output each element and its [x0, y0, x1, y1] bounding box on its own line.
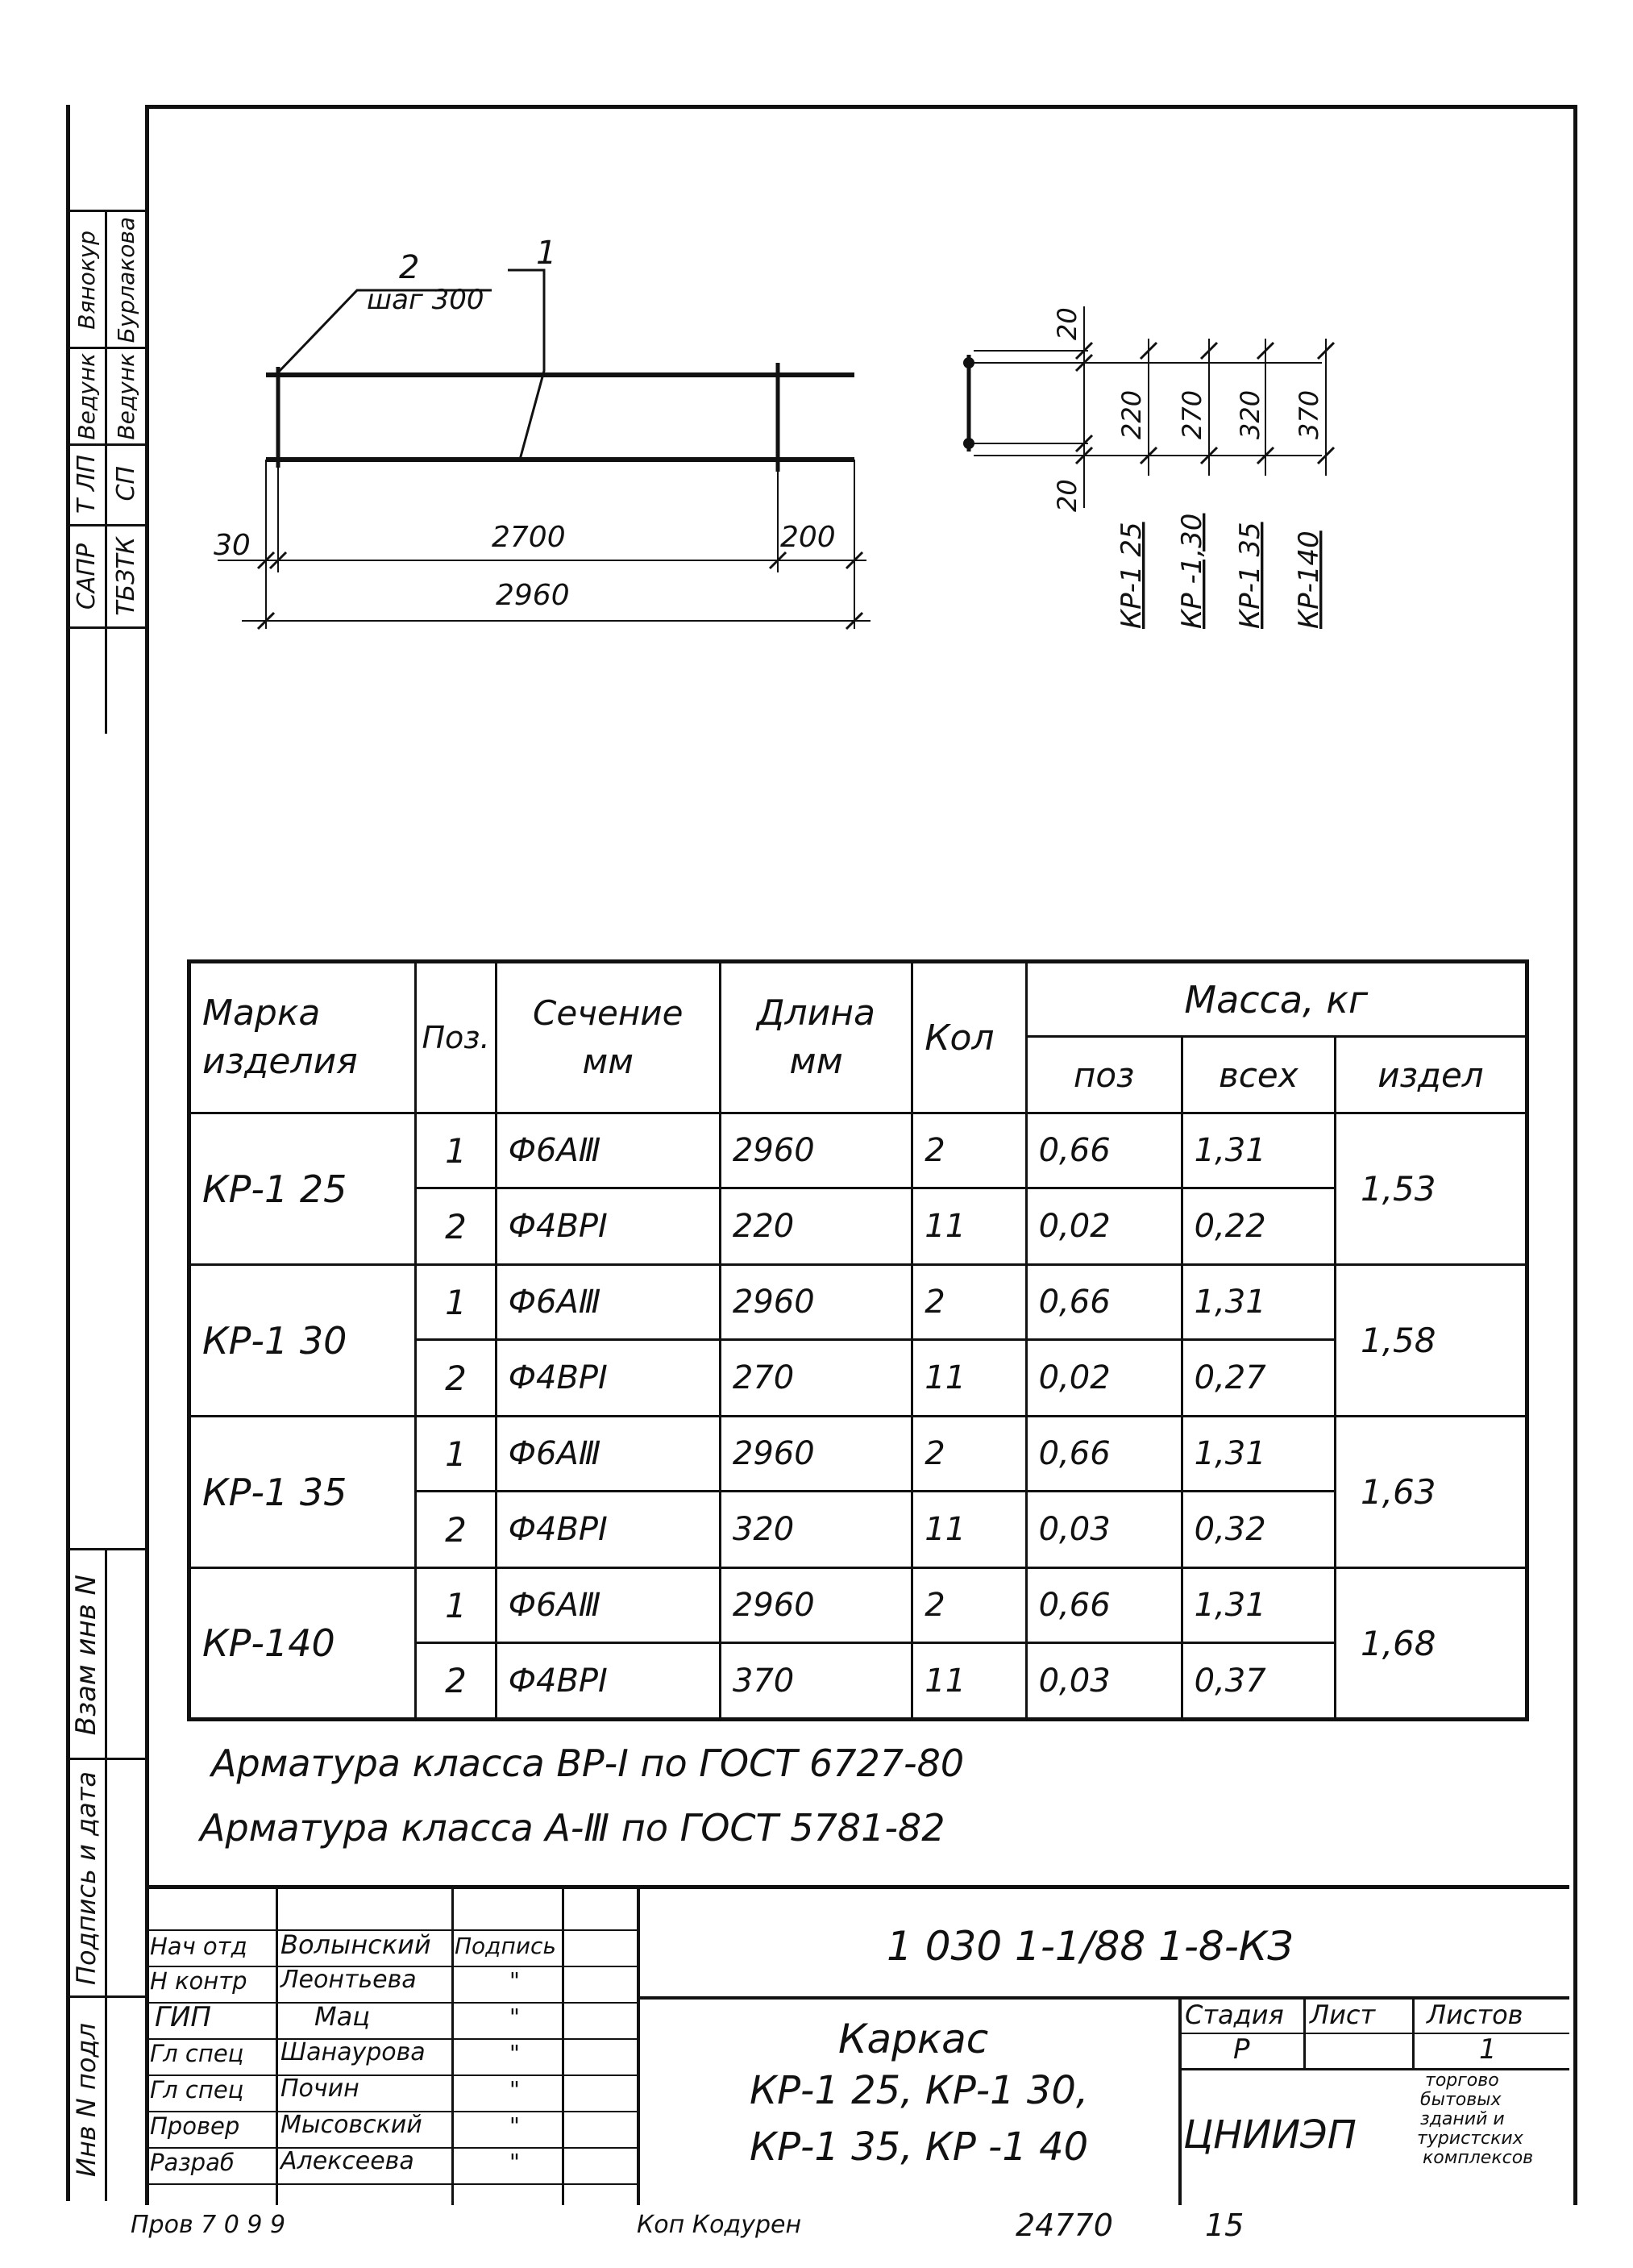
length-cell: 270	[720, 1340, 912, 1417]
signatory-sign: "	[509, 2040, 520, 2066]
mass-all-cell: 1,31	[1182, 1265, 1335, 1340]
side-stamp-vedunk-2: Ведунк	[112, 352, 139, 440]
org-name: ЦНИИЭП	[1183, 2112, 1357, 2158]
section-cell: Ф6АⅢ	[496, 1417, 720, 1492]
org-sub-line: торгово	[1425, 2070, 1499, 2091]
pos-cell: 1	[416, 1568, 496, 1643]
header-qty: Кол	[912, 962, 1026, 1113]
signatory-sign: "	[509, 2004, 520, 2030]
section-height-270: 270	[1177, 389, 1207, 439]
org-sub-line: комплексов	[1423, 2148, 1534, 2168]
length-cell: 2960	[720, 1113, 912, 1188]
specification-table	[187, 959, 1529, 1721]
note-a3: Арматура класса А-Ⅲ по ГОСТ 5781-82	[200, 1806, 945, 1850]
mark-cell: КР-1 35	[189, 1417, 416, 1568]
sheets-header: Листов	[1427, 2000, 1523, 2030]
note-bp1: Арматура класса ВР-I по ГОСТ 6727-80	[211, 1742, 965, 1785]
header-length: Длина мм	[720, 962, 912, 1113]
item-mass-cell: 1,68	[1335, 1568, 1527, 1720]
title-line-2: КР-1 25, КР-1 30,	[750, 2068, 1089, 2113]
length-cell: 2960	[720, 1265, 912, 1340]
sheet-header: Лист	[1310, 2000, 1376, 2030]
pos-cell: 1	[416, 1417, 496, 1492]
section-mark-kr135: КР-1 35	[1234, 522, 1266, 629]
header-mass-item: издел	[1335, 1037, 1527, 1113]
qty-cell: 2	[912, 1113, 1026, 1188]
side-stamp-vedunk-1: Ведунк	[73, 352, 100, 440]
item-mass-cell: 1,63	[1335, 1417, 1527, 1568]
mass-pos-cell: 0,66	[1026, 1265, 1182, 1340]
section-bar-bottom	[963, 438, 974, 449]
mass-all-cell: 0,32	[1182, 1492, 1335, 1568]
section-height-220: 220	[1116, 389, 1147, 439]
table-row	[189, 1113, 1527, 1188]
side-stamp-podpis-data: Подпись и дата	[71, 1771, 102, 1986]
mass-all-cell: 1,31	[1182, 1568, 1335, 1643]
section-mark-kr125: КР-1 25	[1116, 522, 1148, 629]
org-sub-line: зданий и	[1420, 2109, 1505, 2129]
title-line-3: КР-1 35, КР -1 40	[750, 2124, 1089, 2170]
footer-page: 15	[1205, 2208, 1244, 2243]
dim-200: 200	[780, 521, 836, 554]
mass-pos-cell: 0,02	[1026, 1340, 1182, 1417]
side-stamp-tbztk: ТБЗТК	[111, 537, 140, 616]
signatory-name: Леонтьева	[280, 1966, 417, 1994]
mass-all-cell: 0,22	[1182, 1188, 1335, 1265]
pos-cell: 2	[416, 1340, 496, 1417]
signatory-name: Почин	[280, 2074, 359, 2103]
section-height-370: 370	[1294, 389, 1324, 439]
mass-pos-cell: 0,03	[1026, 1492, 1182, 1568]
mass-pos-cell: 0,66	[1026, 1568, 1182, 1643]
mark-cell: КР-140	[189, 1568, 416, 1720]
signatory-role: Нач отд	[150, 1933, 247, 1960]
mass-all-cell: 1,31	[1182, 1113, 1335, 1188]
mark-cell: КР-1 25	[189, 1113, 416, 1265]
length-cell: 370	[720, 1643, 912, 1720]
qty-cell: 2	[912, 1568, 1026, 1643]
mass-pos-cell: 0,66	[1026, 1417, 1182, 1492]
mass-pos-cell: 0,66	[1026, 1113, 1182, 1188]
section-cell: Ф4ВРI	[496, 1188, 720, 1265]
signatory-sign: "	[509, 2112, 520, 2139]
pos-cell: 2	[416, 1492, 496, 1568]
mass-all-cell: 0,27	[1182, 1340, 1335, 1417]
pos-cell: 2	[416, 1188, 496, 1265]
signatory-sign: Подпись	[455, 1933, 556, 1959]
dim-30: 30	[214, 529, 251, 562]
length-cell: 220	[720, 1188, 912, 1265]
qty-cell: 11	[912, 1340, 1026, 1417]
sheets-value: 1	[1479, 2033, 1497, 2066]
signatory-role: ГИП	[155, 2001, 211, 2033]
doc-code: 1 030 1-1/88 1-8-КЗ	[887, 1923, 1294, 1970]
section-cell: Ф4ВРI	[496, 1340, 720, 1417]
header-mass-pos: поз	[1026, 1037, 1182, 1113]
table-row	[189, 1568, 1527, 1643]
side-stamp-vinokur: Вянокур	[73, 230, 100, 330]
signatory-sign: "	[509, 2076, 520, 2103]
header-mass-all: всех	[1182, 1037, 1335, 1113]
mass-pos-cell: 0,03	[1026, 1643, 1182, 1720]
section-cell: Ф4ВРI	[496, 1492, 720, 1568]
signatory-name: Алексеева	[280, 2147, 414, 2175]
leader-pos1	[508, 270, 544, 460]
org-sub-line: бытовых	[1420, 2090, 1502, 2110]
pos-cell: 1	[416, 1113, 496, 1188]
footer-left: Пров 7 0 9 9	[131, 2211, 286, 2239]
qty-cell: 11	[912, 1188, 1026, 1265]
section-mark-kr130: КР -1,30	[1176, 513, 1208, 629]
table-row	[189, 1265, 1527, 1340]
qty-cell: 2	[912, 1417, 1026, 1492]
pos-cell: 2	[416, 1643, 496, 1720]
stage-header: Стадия	[1185, 2000, 1284, 2030]
qty-cell: 2	[912, 1265, 1026, 1340]
table-row	[189, 1417, 1527, 1492]
section-dim-bottom: 20	[1052, 479, 1082, 512]
signatory-role: Гл спец	[150, 2040, 244, 2067]
frame-section-drawing	[935, 290, 1386, 645]
side-stamp-vzam-inv: Взам инв N	[70, 1574, 102, 1736]
length-cell: 320	[720, 1492, 912, 1568]
mark-cell: КР-1 30	[189, 1265, 416, 1417]
length-cell: 2960	[720, 1417, 912, 1492]
signatory-name: Мац	[314, 2001, 370, 2032]
item-mass-cell: 1,53	[1335, 1113, 1527, 1265]
qty-cell: 11	[912, 1643, 1026, 1720]
side-stamp-burlakova: Бурлакова	[112, 216, 139, 343]
side-stamp-sp: СП	[111, 466, 140, 501]
title-line-1: Каркас	[838, 2016, 989, 2062]
signatory-name: Шанаурова	[280, 2038, 426, 2066]
signatory-sign: "	[509, 1967, 520, 1994]
pos2-label: 2	[399, 249, 420, 286]
signatory-name: Волынский	[280, 1929, 431, 1960]
stage-value: Р	[1233, 2033, 1250, 2066]
signatory-role: Гл спец	[150, 2076, 244, 2104]
section-height-320: 320	[1235, 389, 1265, 439]
section-cell: Ф6АⅢ	[496, 1568, 720, 1643]
footer-middle: Коп Кодурен	[637, 2211, 802, 2239]
section-mark-kr140: КР-140	[1293, 531, 1325, 629]
org-sub-line: туристских	[1417, 2129, 1523, 2149]
mass-all-cell: 1,31	[1182, 1417, 1335, 1492]
frame-elevation-drawing	[202, 218, 887, 669]
signatory-role: Провер	[150, 2112, 240, 2140]
item-mass-cell: 1,58	[1335, 1265, 1527, 1417]
length-cell: 2960	[720, 1568, 912, 1643]
qty-cell: 11	[912, 1492, 1026, 1568]
pos-cell: 1	[416, 1265, 496, 1340]
pos1-label: 1	[536, 235, 557, 272]
dim-2700: 2700	[492, 521, 566, 554]
section-cell: Ф4ВРI	[496, 1643, 720, 1720]
header-mass: Масса, кг	[1026, 962, 1527, 1037]
mass-all-cell: 0,37	[1182, 1643, 1335, 1720]
header-section: Сечение мм	[496, 962, 720, 1113]
section-cell: Ф6АⅢ	[496, 1113, 720, 1188]
signatory-name: Мысовский	[280, 2111, 422, 2139]
header-pos: Поз.	[416, 962, 496, 1113]
side-stamp-sapr: САПР	[72, 543, 101, 610]
section-dim-top: 20	[1052, 307, 1082, 340]
dim-2960: 2960	[496, 579, 570, 612]
mass-pos-cell: 0,02	[1026, 1188, 1182, 1265]
footer-number: 24770	[1016, 2208, 1113, 2243]
side-stamp-inv-podl: Инв N подл	[71, 2023, 102, 2178]
side-stamp-tlp: Т ЛП	[72, 454, 101, 514]
header-mark: Марка изделия	[189, 962, 416, 1113]
signatory-role: Н контр	[150, 1967, 247, 1995]
section-cell: Ф6АⅢ	[496, 1265, 720, 1340]
pitch-label: шаг 300	[367, 284, 484, 316]
signatory-sign: "	[509, 2149, 520, 2175]
signatory-role: Разраб	[150, 2149, 235, 2176]
section-bar-top	[963, 357, 974, 368]
